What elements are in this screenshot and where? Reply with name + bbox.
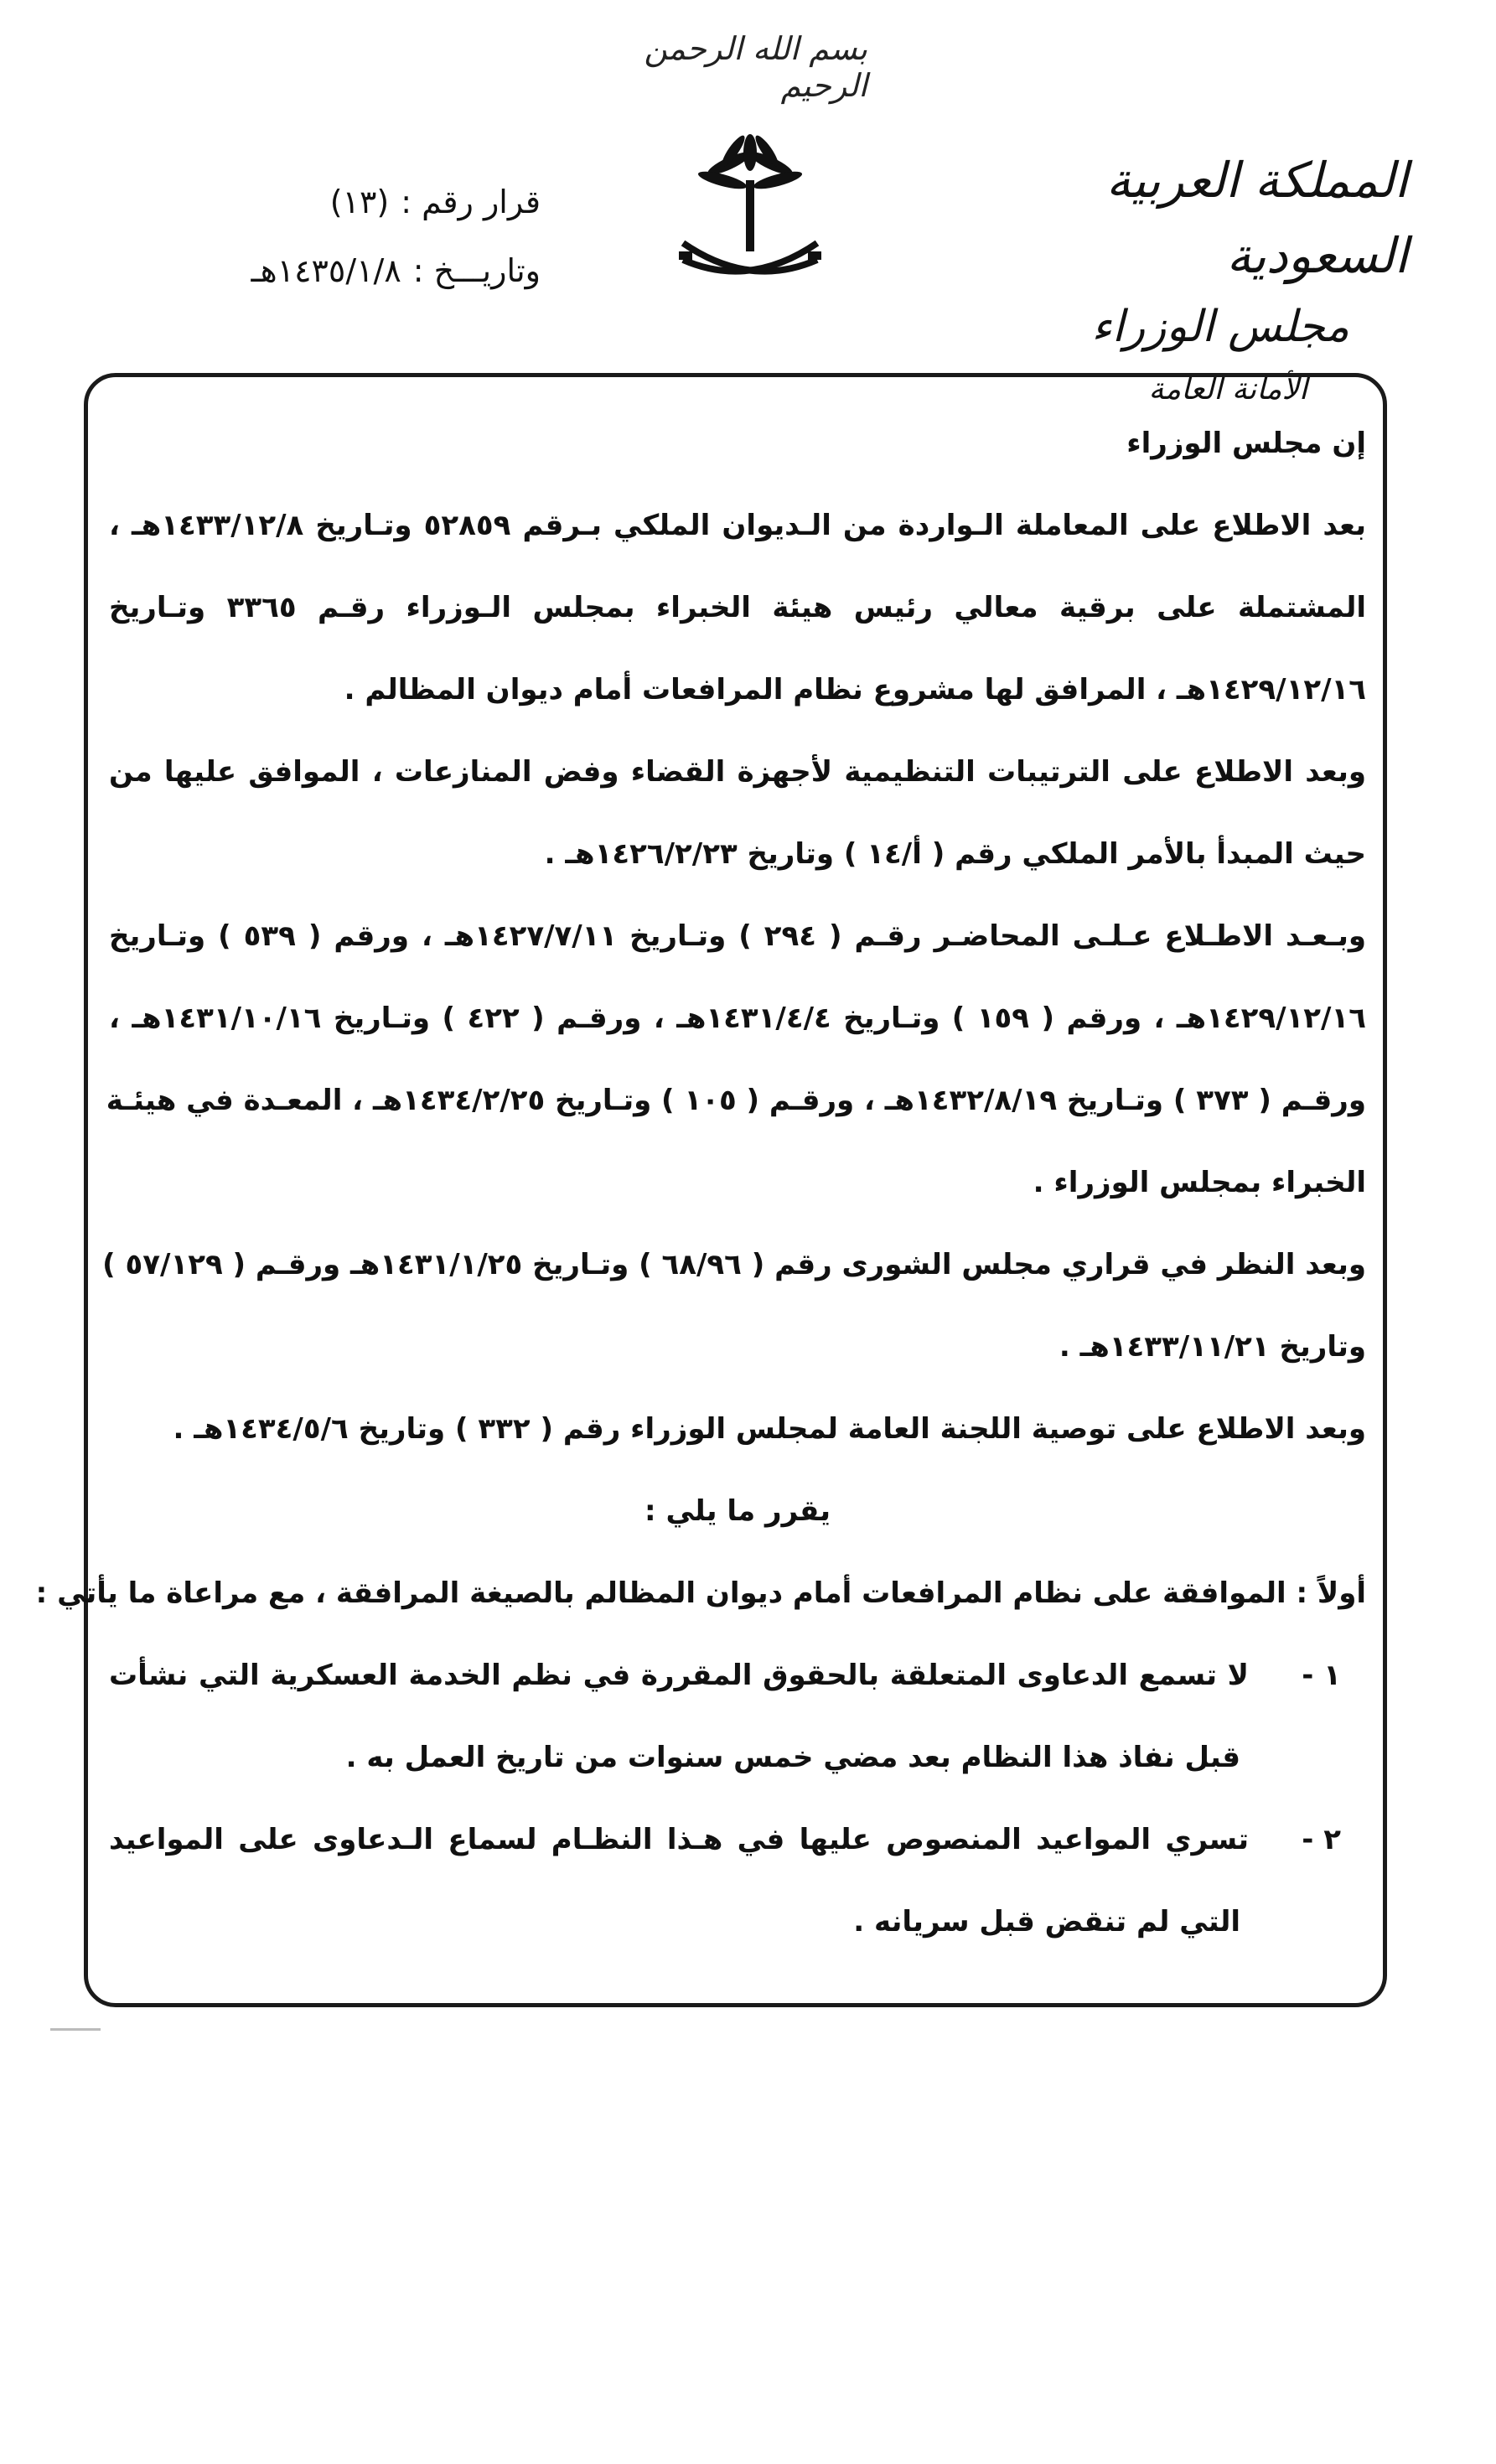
decision-date-value: ١٤٣٥/١/٨هـ (251, 252, 401, 289)
decision-date-row (163, 236, 541, 305)
scan-artifact (50, 2028, 101, 2031)
clause-item-number: ١ - (1302, 1659, 1341, 1692)
clause-item-number: ٢ - (1302, 1823, 1341, 1856)
body-line: وتاريخ ١٤٣٣/١١/٢١هـ . (1059, 1330, 1366, 1364)
clause-item-continuation: التي لم تنقض قبل سريانه . (853, 1905, 1240, 1939)
clause-item-text: لا تسمع الدعاوى المتعلقة بالحقوق المقررة في نظم الخدمة العسكرية التي نشأت (109, 1659, 1249, 1692)
decision-number-value: (١٣) (329, 184, 390, 220)
decision-date-label: وتاريـــخ : (412, 252, 541, 289)
body-line: ١٤٢٩/١٢/١٦هـ ، ورقم ( ١٥٩ ) وتـاريخ ١٤٣١/٤/٤هـ ، ورقـم ( ٤٢٢ ) وتـاريخ ١٤٣١/١٠/١٦هـ ، (109, 1002, 1366, 1035)
letterhead (939, 142, 1408, 406)
body-line: وبعد النظر في قراري مجلس الشورى رقم ( ٦٨/٩٦ ) وتـاريخ ١٤٣١/١/٢٥هـ ورقـم ( ٥٧/١٢٩ ) (102, 1248, 1366, 1281)
opening-line: إن مجلس الوزراء (1126, 427, 1366, 460)
country-name: المملكة العربية السعودية (1105, 152, 1408, 284)
decision-number-label: قرار رقم : (401, 184, 541, 220)
basmala: بسم الله الرحمن الرحيم (644, 30, 867, 104)
decision-number-row (163, 168, 541, 236)
document-body (35, 402, 1367, 1978)
decision-info (163, 168, 541, 310)
body-line: ١٤٢٩/١٢/١٦هـ ، المرافق لها مشروع نظام المرافعات أمام ديوان المظالم . (344, 673, 1366, 707)
body-line: الخبراء بمجلس الوزراء . (1033, 1166, 1366, 1199)
first-clause: أولاً : الموافقة على نظام المرافعات أمام ديوان المظالم بالصيغة المرافقة ، مع مراعاة ما يأتي : (35, 1576, 1366, 1610)
body-line: وبعد الاطلاع على الترتيبات التنظيمية لأجهزة القضاء وفض المنازعات ، الموافق عليها من (109, 755, 1366, 789)
council-name: مجلس الوزراء (1091, 302, 1349, 352)
body-line: وبعد الاطلاع على توصية اللجنة العامة لمجلس الوزراء رقم ( ٣٣٢ ) وتاريخ ١٤٣٤/٥/٦هـ . (173, 1412, 1366, 1446)
clause-item-text: تسري المواعيد المنصوص عليها في هـذا النظـام لسماع الـدعاوى على المواعيد (109, 1823, 1249, 1856)
body-line: حيث المبدأ بالأمر الملكي رقم ( أ/١٤ ) وتاريخ ١٤٢٦/٢/٢٣هـ . (544, 837, 1366, 871)
body-line: وبـعـد الاطـلاع عـلـى المحاضـر رقـم ( ٢٩٤ ) وتـاريخ ١٤٢٧/٧/١١هـ ، ورقم ( ٥٣٩ ) وتـاريخ (109, 919, 1366, 953)
clause-item-continuation: قبل نفاذ هذا النظام بعد مضي خمس سنوات من تاريخ العمل به . (345, 1741, 1240, 1774)
body-line: ورقـم ( ٣٧٣ ) وتـاريخ ١٤٣٢/٨/١٩هـ ، ورقـم ( ١٠٥ ) وتـاريخ ١٤٣٤/٢/٢٥هـ ، المعـدة في هيئـة (106, 1084, 1366, 1117)
clause-item-1 (109, 1634, 1366, 1716)
saudi-emblem-icon (670, 134, 830, 302)
secretariat-name: الأمانة العامة (1148, 372, 1307, 406)
decides-heading: يقرر ما يلي : (644, 1494, 831, 1528)
body-line: المشتملة على برقية معالي رئيس هيئة الخبراء بمجلس الـوزراء رقـم ٣٣٦٥ وتـاريخ (109, 591, 1367, 624)
clause-item-2 (109, 1799, 1366, 1881)
body-line: بعد الاطلاع على المعاملة الـواردة من الـديوان الملكي بـرقم ٥٢٨٥٩ وتـاريخ ١٤٣٣/١٢/٨هـ ، (109, 509, 1367, 542)
